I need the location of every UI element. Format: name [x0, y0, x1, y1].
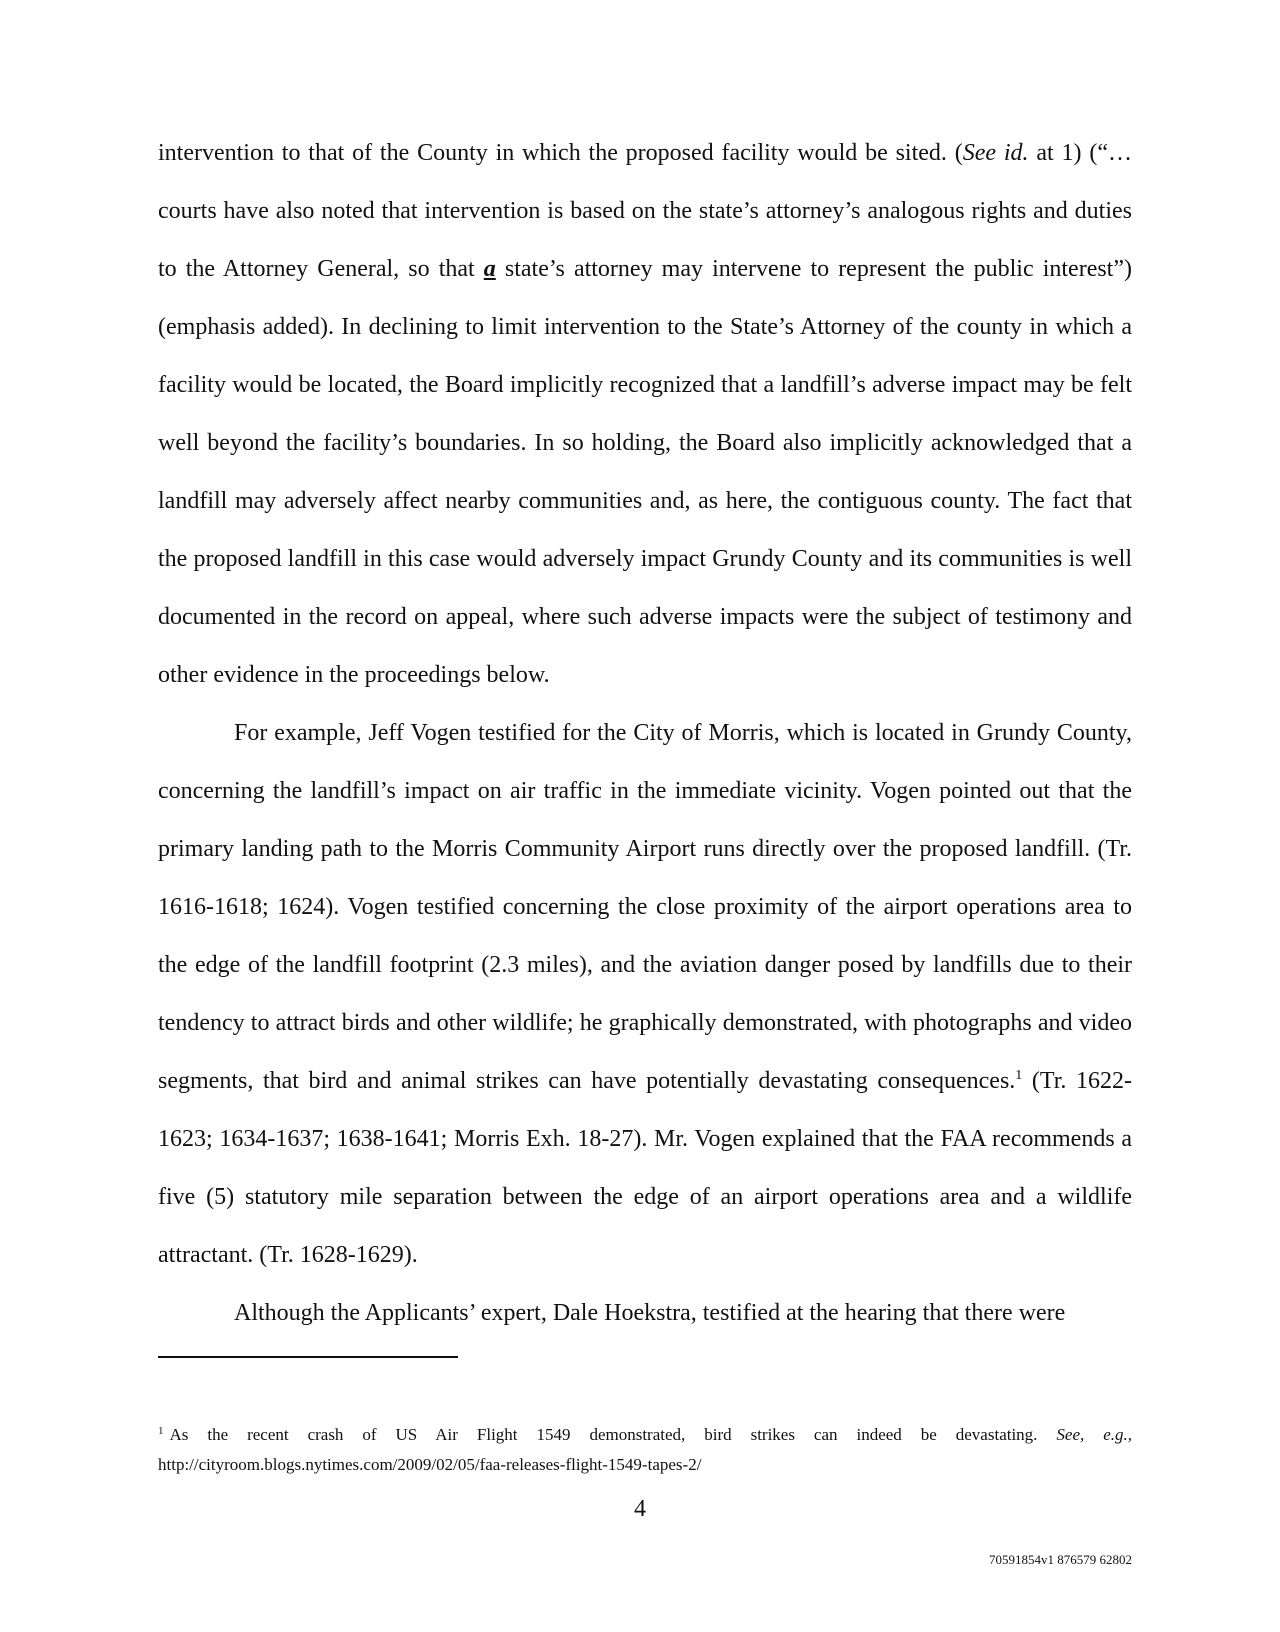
- p1-citation-see-id: See id.: [962, 140, 1029, 166]
- document-id: 70591854v1 876579 62802: [989, 1552, 1132, 1567]
- footnote-marker: 1: [158, 1425, 164, 1437]
- footnote-citation-see-eg: See, e.g.,: [1056, 1425, 1133, 1444]
- p1-emphasized-a: a: [483, 256, 496, 282]
- footnote: [158, 1420, 1132, 1480]
- p1-text-e: state’s attorney may intervene to represent the public interest”)(emphasis added). In declining to limit intervention to the State’s Attorney of the county in which a facility would be located, the Board implicitly recognized that a landfill’s adverse impact may be felt well beyond the facility’s boundaries. In so holding, the Board also implicitly acknowledged that a landfill may adversely affect nearby communities and, as here, the contiguous county. The fact that the proposed landfill in this case would adversely impact Grundy County and its communities is well documented in the record on appeal, where such adverse impacts were the subject of testimony and other evidence in the proceedings below.: [158, 256, 1132, 688]
- paragraph-2: [158, 704, 1132, 1284]
- p2-text-a: For example, Jeff Vogen testified for the City of Morris, which is located in Grundy County, concerning the landfill’s impact on air traffic in the immediate vicinity. Vogen pointed out that the primary landing path to the Morris Community Airport runs directly over the proposed landfill. (Tr. 1616-1618; 1624). Vogen testified concerning the close proximity of the airport operations area to the edge of the landfill footprint (2.3 miles), and the aviation danger posed by landfills due to their tendency to attract birds and other wildlife; he graphically demonstrated, with photographs and video segments, that bird and animal strikes can have potentially devastating consequences.: [158, 720, 1132, 1094]
- paragraph-1: [158, 124, 1132, 704]
- footnote-divider: [158, 1356, 458, 1358]
- p1-text-a: intervention to that of the County in which the proposed facility would be sited. (: [158, 140, 963, 166]
- p3-text-a: Although the Applicants’ expert, Dale Hoekstra, testified at the hearing that there were: [234, 1300, 1066, 1326]
- page-number: 4: [634, 1496, 646, 1522]
- p2-text-b: (Tr. 1622-1623; 1634-1637; 1638-1641; Morris Exh. 18-27). Mr. Vogen explained that the FAA recommends a five (5) statutory mile separation between the edge of an airport operations area and a wildlife attractant. (Tr. 1628-1629).: [158, 1068, 1133, 1268]
- body-text: [158, 124, 1132, 1342]
- p1-text-c: at 1) (“…courts have also noted that intervention is based on the state’s attorney’s analogous rights and duties to the Attorney General, so that: [158, 140, 1132, 282]
- footnote-url: http://cityroom.blogs.nytimes.com/2009/02/05/faa-releases-flight-1549-tapes-2/: [158, 1455, 702, 1474]
- footnote-reference: 1: [1015, 1068, 1023, 1083]
- paragraph-3: [158, 1284, 1132, 1342]
- footnote-text-a: As the recent crash of US Air Flight 1549 demonstrated, bird strikes can indeed be devastating.: [169, 1425, 1057, 1444]
